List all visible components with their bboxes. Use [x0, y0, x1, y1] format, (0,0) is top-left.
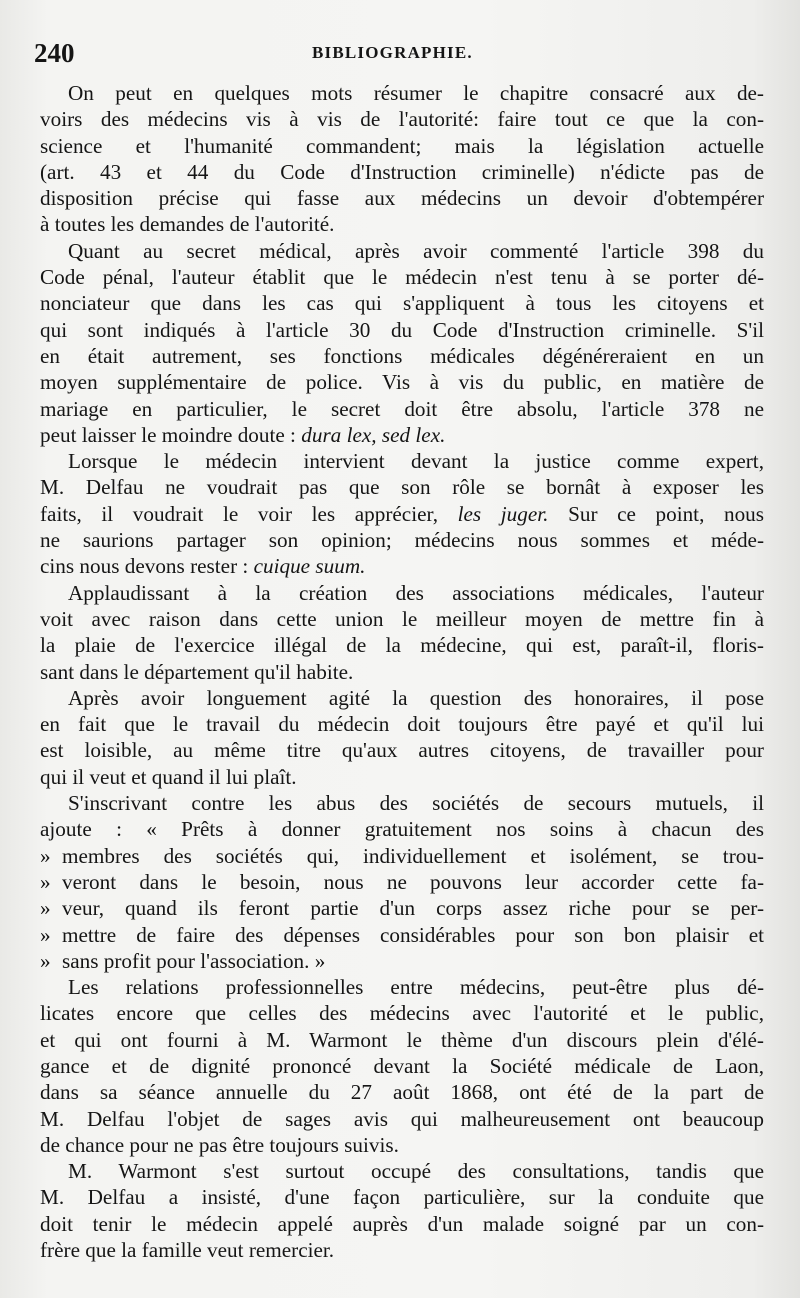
quoted-line — [40, 869, 764, 895]
text-line: Après avoir longuement agité la question des honoraires, il pose — [68, 685, 764, 710]
text-line: nonciateur que dans les cas qui s'appliquent à tous les citoyens et — [40, 291, 764, 316]
paragraph-fees — [40, 685, 764, 790]
text-line: moyen supplémentaire de police. Vis à vis du public, en matière de — [40, 370, 764, 395]
text-line: science et l'humanité commandent; mais la législation actuelle — [40, 133, 764, 158]
text-line: sant dans le département qu'il habite. — [40, 659, 354, 684]
text-line: ne saurions partager son opinion; médecins nous sommes et méde- — [40, 528, 764, 553]
quoted-line — [40, 948, 764, 974]
quoted-text: sans profit pour l'association. » — [62, 948, 326, 973]
paragraph-professional-relations — [40, 974, 764, 1158]
text-line: M. Delfau a insisté, d'une façon particulière, sur la conduite que — [40, 1185, 764, 1210]
text-line: qui sont indiqués à l'article 30 du Code d'Instruction criminelle. S'il — [40, 317, 764, 342]
text-line: en fait que le travail du médecin doit toujours être payé et qu'il lui — [40, 712, 764, 737]
paragraph-authority-duties — [40, 80, 764, 238]
text-line: ajoute : « Prêts à donner gratuitement nos soins à chacun des — [40, 817, 764, 842]
quote-mark: » — [40, 843, 51, 868]
paragraph-consultations — [40, 1158, 764, 1263]
quoted-text: mettre de faire des dépenses considérables pour son bon plaisir et — [62, 922, 764, 947]
text-line: doit tenir le médecin appelé auprès d'un malade soigné par un con- — [40, 1211, 764, 1236]
text-line: M. Delfau l'objet de sages avis qui malheureusement ont beaucoup — [40, 1106, 764, 1131]
text-line: de chance pour ne pas être toujours suivis. — [40, 1132, 399, 1157]
text-line: On peut en quelques mots résumer le chapitre consacré aux de- — [68, 81, 764, 105]
running-head: BIBLIOGRAPHIE. — [312, 43, 473, 62]
text-line: gance et de dignité prononcé devant la Société médicale de Laon, — [40, 1053, 764, 1078]
text-line: est loisible, au même titre qu'aux autres citoyens, de travailler pour — [40, 738, 764, 763]
text-line: voit avec raison dans cette union le meilleur moyen de mettre fin à — [40, 606, 764, 631]
paragraph-expert-role — [40, 448, 764, 579]
text-line: à toutes les demandes de l'autorité. — [40, 212, 335, 237]
italic-phrase: les juger. — [457, 501, 549, 526]
text-span: Sur ce point, nous — [568, 501, 764, 526]
quote-mark: » — [40, 948, 51, 973]
text-line: Applaudissant à la création des associations médicales, l'auteur — [68, 580, 764, 605]
text-line — [40, 501, 764, 527]
text-line: dans sa séance annuelle du 27 août 1868, ont été de la part de — [40, 1080, 764, 1105]
text-line: mariage en particulier, le secret doit être absolu, l'article 378 ne — [40, 396, 764, 421]
text-line: voirs des médecins vis à vis de l'autorité: faire tout ce que la con- — [40, 107, 764, 132]
text-line: M. Warmont s'est surtout occupé des consultations, tandis que — [68, 1159, 764, 1184]
quote-mark: » — [40, 896, 51, 921]
text-line: frère que la famille veut remercier. — [40, 1238, 335, 1263]
quoted-text: veront dans le besoin, nous ne pouvons leur accorder cette fa- — [62, 869, 764, 894]
text-line: licates encore que celles des médecins avec l'autorité et le public, — [40, 1001, 764, 1026]
text-line — [40, 422, 764, 448]
italic-latin-phrase: cuique suum. — [253, 554, 366, 579]
text-line: Quant au secret médical, après avoir commenté l'article 398 du — [68, 238, 764, 263]
paragraph-medical-secret — [40, 238, 764, 448]
text-line — [40, 553, 764, 579]
quoted-text: veur, quand ils feront partie d'un corps assez riche pour se per- — [62, 896, 764, 921]
text-span: peut laisser le moindre doute : — [40, 422, 296, 447]
text-span: faits, il voudrait le voir les apprécier, — [40, 501, 439, 526]
text-line: Les relations professionnelles entre médecins, peut-être plus dé- — [68, 975, 764, 1000]
text-line: (art. 43 et 44 du Code d'Instruction criminelle) n'édicte pas de — [40, 159, 764, 184]
text-span: cins nous devons rester : — [40, 554, 249, 579]
text-line: la plaie de l'exercice illégal de la médecine, qui est, paraît-il, floris- — [40, 633, 764, 658]
text-line: Lorsque le médecin intervient devant la justice comme expert, — [68, 449, 764, 474]
paragraph-associations — [40, 580, 764, 685]
quoted-text: membres des sociétés qui, individuellement et isolément, se trou- — [62, 843, 764, 868]
page-header — [34, 38, 764, 72]
italic-latin-phrase: dura lex, sed lex. — [301, 422, 446, 447]
text-line: qui il veut et quand il lui plaît. — [40, 764, 297, 789]
text-line: Code pénal, l'auteur établit que le médecin n'est tenu à se porter dé- — [40, 265, 764, 290]
text-line: disposition précise qui fasse aux médecins un devoir d'obtempérer — [40, 186, 764, 211]
text-line: S'inscrivant contre les abus des sociétés de secours mutuels, il — [68, 791, 764, 816]
quote-mark: » — [40, 869, 51, 894]
body-text — [40, 80, 764, 1263]
quoted-line — [40, 922, 764, 948]
text-line: et qui ont fourni à M. Warmont le thème d'un discours plein d'élé- — [40, 1027, 764, 1052]
quoted-line — [40, 843, 764, 869]
text-line: M. Delfau ne voudrait pas que son rôle se bornât à exposer les — [40, 475, 764, 500]
quoted-line — [40, 895, 764, 921]
page-number: 240 — [34, 38, 75, 68]
paragraph-mutual-aid — [40, 790, 764, 974]
text-line: en était autrement, ses fonctions médicales dégénéreraient en un — [40, 343, 764, 368]
quote-mark: » — [40, 922, 51, 947]
